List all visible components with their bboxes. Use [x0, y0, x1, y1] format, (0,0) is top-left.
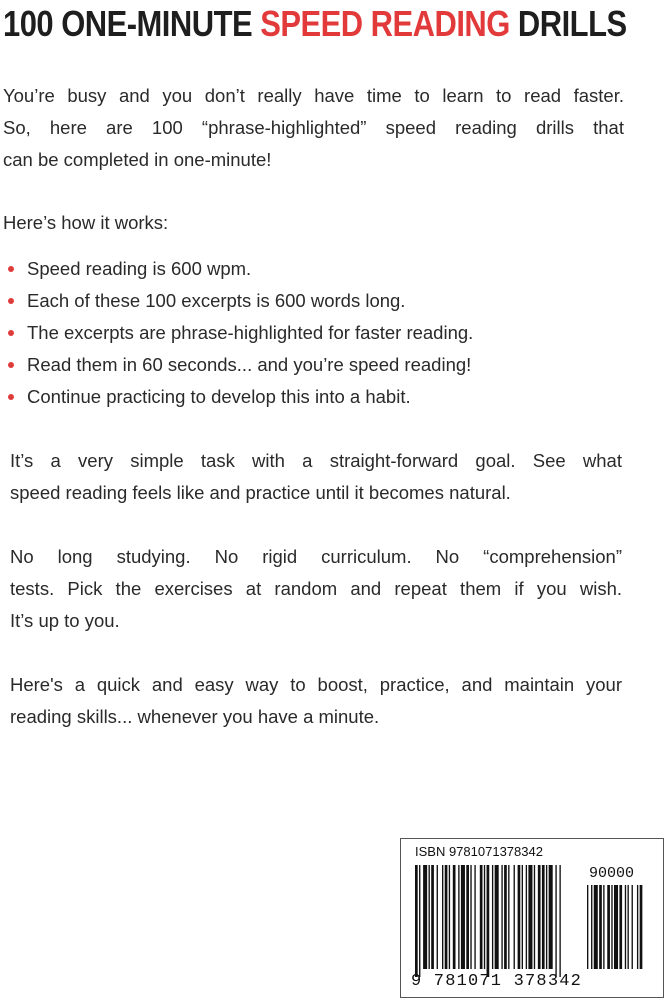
intro-paragraph: [3, 80, 624, 176]
intro-line-3: can be completed in one-minute!: [3, 149, 272, 170]
book-title: [3, 0, 627, 48]
para2-line-1: It’s a very simple task with a straight-forward goal. See what: [10, 450, 622, 471]
intro-line-2: So, here are 100 “phrase-highlighted” speed reading drills that: [3, 117, 624, 138]
para3-line-1: No long studying. No rigid curriculum. No “comprehension”: [10, 546, 622, 567]
isbn-digits: 9 781071 378342: [411, 972, 583, 991]
bullet-dot-icon: [8, 394, 14, 400]
bullet-dot-icon: [8, 330, 14, 336]
how-it-works-heading: Here’s how it works:: [3, 212, 169, 233]
para4-line-1: Here's a quick and easy way to boost, practice, and maintain your: [10, 674, 622, 695]
list-item: [8, 285, 608, 317]
list-item: [8, 317, 608, 349]
bullet-text: Continue practicing to develop this into a habit.: [27, 386, 411, 407]
bullet-dot-icon: [8, 362, 14, 368]
bullet-dot-icon: [8, 266, 14, 272]
paragraph-quick-way: [10, 669, 622, 733]
para3-line-2: tests. Pick the exercises at random and repeat them if you wish.: [10, 578, 622, 599]
title-part-2: DRILLS: [509, 3, 627, 44]
bullet-list: [8, 253, 608, 413]
bullet-dot-icon: [8, 298, 14, 304]
bullet-text: Each of these 100 excerpts is 600 words long.: [27, 290, 406, 311]
paragraph-no-studying: [10, 541, 622, 637]
bullet-text: The excerpts are phrase-highlighted for faster reading.: [27, 322, 474, 343]
title-part-1: 100 ONE-MINUTE: [3, 3, 261, 44]
list-item: [8, 381, 608, 413]
intro-line-1: You’re busy and you don’t really have time to learn to read faster.: [3, 85, 624, 106]
para3-line-3: It’s up to you.: [10, 610, 120, 631]
para2-line-2: speed reading feels like and practice until it becomes natural.: [10, 482, 511, 503]
list-item: [8, 253, 608, 285]
bullet-text: Read them in 60 seconds... and you’re speed reading!: [27, 354, 472, 375]
bullet-text: Speed reading is 600 wpm.: [27, 258, 252, 279]
title-accent: SPEED READING: [260, 3, 510, 44]
price-code: 90000: [589, 865, 635, 882]
isbn-barcode-box: [400, 838, 664, 998]
list-item: [8, 349, 608, 381]
isbn-label: ISBN 9781071378342: [415, 844, 543, 859]
paragraph-simple-task: [10, 445, 622, 509]
para4-line-2: reading skills... whenever you have a minute.: [10, 706, 380, 727]
